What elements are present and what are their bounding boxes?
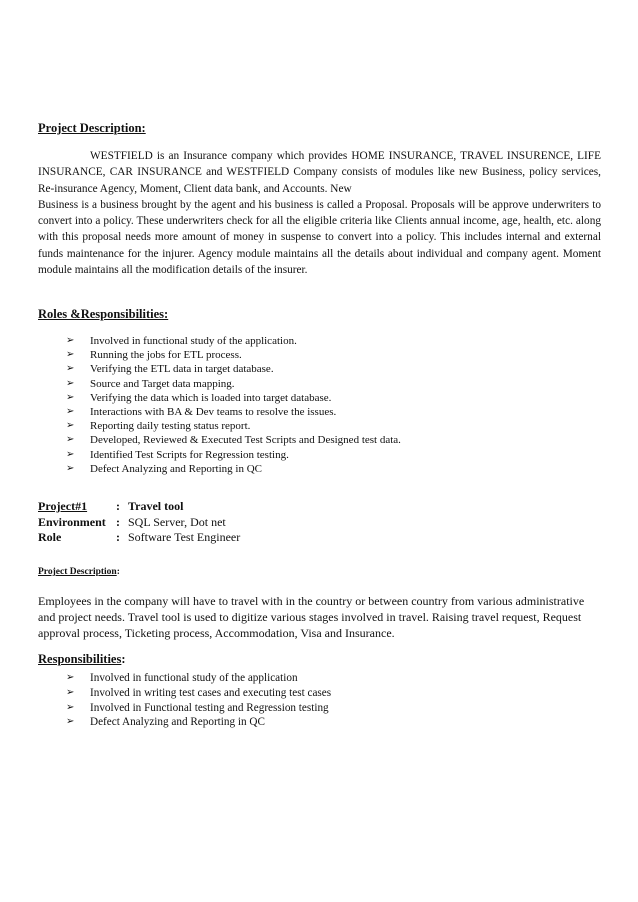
roles-item-text: Interactions with BA & Dev teams to resolve the issues.	[90, 406, 337, 419]
project-row	[38, 499, 438, 515]
arrow-bullet-icon: ➢	[66, 686, 75, 698]
environment-row	[38, 515, 438, 531]
arrow-bullet-icon: ➢	[66, 335, 75, 346]
project-description-heading-2-colon: :	[116, 567, 120, 577]
project-description-heading: Project Description:	[38, 121, 146, 135]
list-item	[66, 334, 596, 348]
arrow-bullet-icon: ➢	[66, 462, 75, 474]
list-item	[66, 462, 596, 476]
project-description-heading-2	[38, 567, 120, 577]
responsibilities-heading	[38, 652, 126, 667]
responsibility-item-text: Defect Analyzing and Reporting in QC	[90, 716, 265, 729]
roles-item-text: Defect Analyzing and Reporting in QC	[90, 462, 262, 475]
list-item	[66, 362, 596, 376]
responsibilities-heading-text: Responsibilities	[38, 652, 122, 666]
arrow-bullet-icon: ➢	[66, 406, 75, 418]
roles-list	[66, 334, 596, 476]
list-item	[66, 433, 596, 447]
environment-value: SQL Server, Dot net	[128, 514, 226, 529]
responsibility-item-text: Involved in functional study of the application	[90, 672, 298, 684]
roles-item-text: Involved in functional study of the application.	[90, 335, 297, 347]
project-description-paragraph-2: Business is a business brought by the agent and his business is called a Proposal. Proposals will be approve underwriters to convert into a policy. These underwriters check for all the eligible criteria like Clients annual income, age, health, etc. along with this proposal needs more amount of money in suspense to convert into a policy. This includes internal and external funds maintenance for the injurer. Agency module maintains all the details about individual and company agent. Moment module maintains all the modification details of the insurer.	[38, 198, 601, 277]
responsibilities-heading-colon: :	[121, 652, 126, 666]
arrow-bullet-icon: ➢	[66, 672, 75, 683]
arrow-bullet-icon: ➢	[66, 434, 75, 446]
role-separator: :	[116, 530, 120, 545]
project-info-block	[38, 499, 438, 546]
list-item	[66, 419, 596, 433]
responsibility-item-text: Involved in writing test cases and executing test cases	[90, 686, 332, 699]
role-row	[38, 530, 438, 546]
project-separator: :	[116, 499, 120, 513]
role-label: Role	[38, 530, 62, 545]
project-description-heading-2-text: Project Description	[38, 567, 117, 577]
list-item	[66, 448, 596, 462]
role-value: Software Test Engineer	[128, 530, 241, 545]
project-label: Project#1	[38, 499, 88, 513]
environment-separator: :	[116, 514, 120, 529]
list-item	[66, 405, 596, 419]
project-description-text-2: Employees in the company will have to travel with in the country or between country from various administrative and project needs. Travel tool is used to digitize various stages involved in travel. Raising travel request, Request approval process, Ticketing process, Accommodation, Visa and Insurance.	[38, 594, 585, 641]
list-item	[66, 686, 586, 701]
roles-item-text: Reporting daily testing status report.	[90, 420, 251, 433]
project-value: Travel tool	[128, 499, 184, 513]
arrow-bullet-icon: ➢	[66, 391, 75, 403]
roles-item-text: Verifying the ETL data in target database.	[90, 363, 274, 376]
arrow-bullet-icon: ➢	[66, 363, 75, 375]
roles-item-text: Identified Test Scripts for Regression testing.	[90, 448, 289, 461]
arrow-bullet-icon: ➢	[66, 349, 75, 361]
arrow-bullet-icon: ➢	[66, 701, 75, 713]
responsibilities-list	[66, 671, 586, 730]
environment-label: Environment	[38, 514, 106, 529]
list-item	[66, 671, 586, 686]
arrow-bullet-icon: ➢	[66, 448, 75, 460]
arrow-bullet-icon: ➢	[66, 377, 75, 389]
arrow-bullet-icon: ➢	[66, 716, 75, 728]
list-item	[66, 391, 596, 405]
roles-item-text: Developed, Reviewed & Executed Test Scripts and Designed test data.	[90, 434, 401, 447]
roles-heading: Roles &Responsibilities:	[38, 307, 169, 321]
roles-item-text: Running the jobs for ETL process.	[90, 349, 242, 362]
roles-item-text: Source and Target data mapping.	[90, 377, 235, 390]
project-description-text	[38, 148, 601, 278]
list-item	[66, 348, 596, 362]
project-description-paragraph-1: WESTFIELD is an Insurance company which provides HOME INSURANCE, TRAVEL INSURENCE, LIFE INSURANCE, CAR INSURANCE and WESTFIELD Company consists of modules like new Business, policy services, Re-insurance Agency, Moment, Client data bank, and Accounts. New	[38, 150, 601, 195]
list-item	[66, 701, 586, 716]
list-item	[66, 377, 596, 391]
roles-item-text: Verifying the data which is loaded into target database.	[90, 391, 332, 404]
list-item	[66, 715, 586, 730]
responsibility-item-text: Involved in Functional testing and Regression testing	[90, 701, 329, 714]
arrow-bullet-icon: ➢	[66, 420, 75, 432]
